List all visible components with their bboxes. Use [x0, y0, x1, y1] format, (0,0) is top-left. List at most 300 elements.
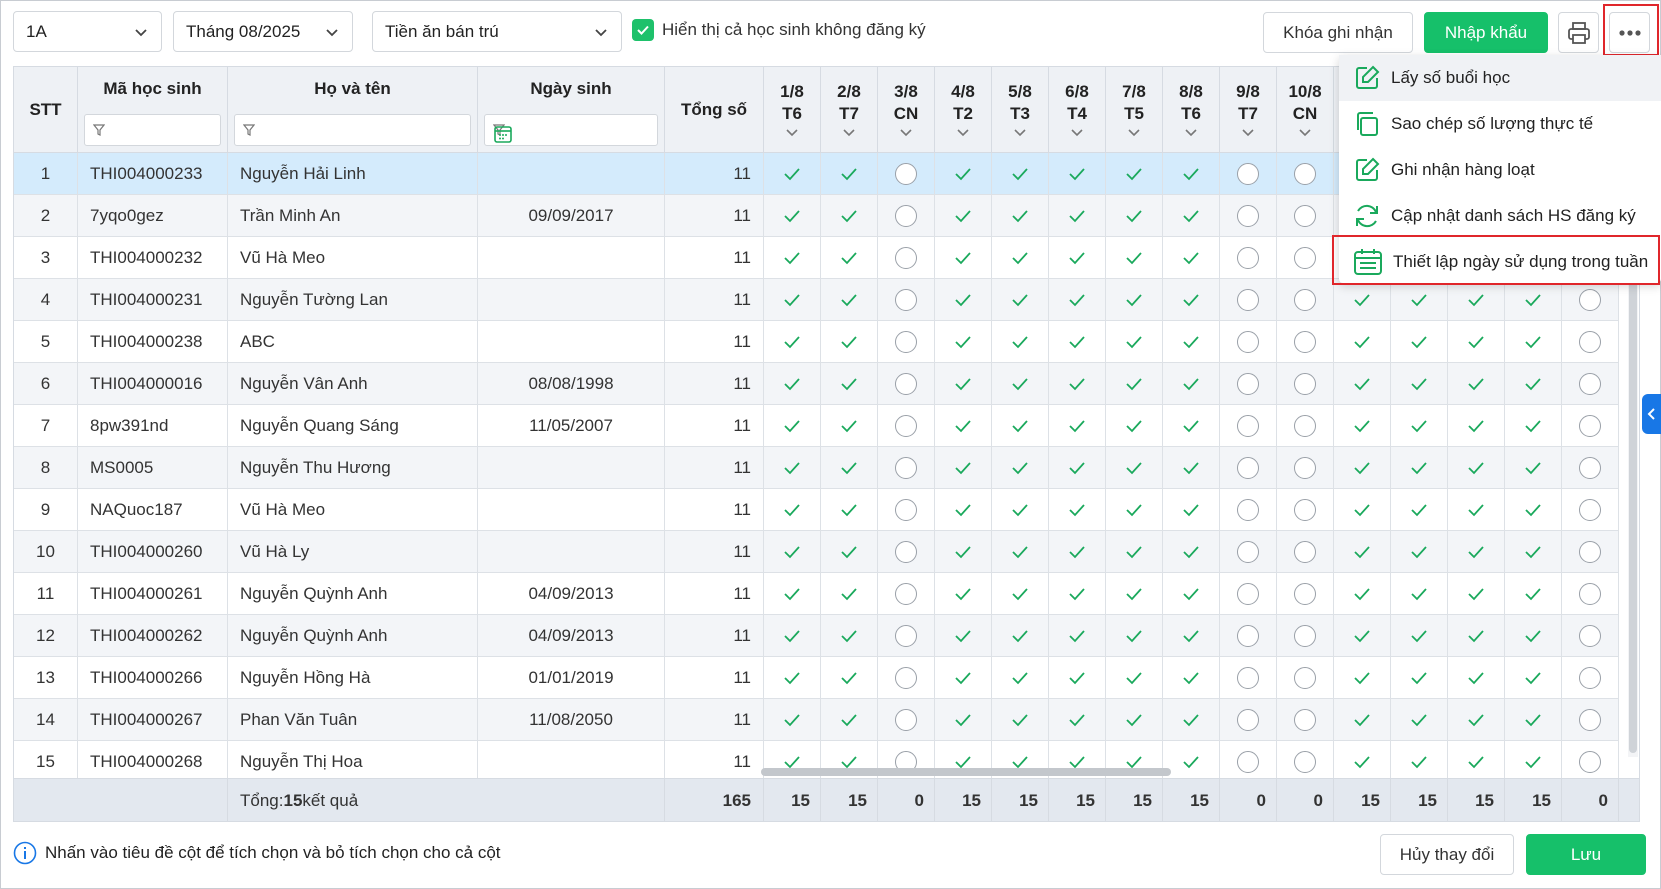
lock-button[interactable]: Khóa ghi nhận [1263, 12, 1413, 53]
attendance-check[interactable] [764, 531, 821, 572]
attendance-check[interactable] [992, 489, 1049, 530]
attendance-empty[interactable] [878, 237, 935, 278]
col-header-dob[interactable]: Ngày sinh [478, 67, 665, 153]
attendance-check[interactable] [1049, 321, 1106, 362]
attendance-check[interactable] [935, 195, 992, 236]
attendance-empty[interactable] [1562, 279, 1619, 320]
attendance-empty[interactable] [1220, 657, 1277, 698]
attendance-check[interactable] [1505, 699, 1562, 740]
day-weekday: T2 [953, 104, 973, 123]
attendance-check[interactable] [1163, 321, 1220, 362]
circle-icon [895, 247, 917, 269]
menu-item-get-sessions[interactable]: Lấy số buổi học [1339, 55, 1661, 101]
attendance-empty[interactable] [1277, 657, 1334, 698]
class-select[interactable] [13, 11, 162, 52]
attendance-check[interactable] [1049, 489, 1106, 530]
circle-icon [1237, 373, 1259, 395]
name-filter-input[interactable] [234, 114, 471, 146]
show-unregistered-option[interactable] [632, 19, 926, 41]
attendance-check[interactable] [1448, 657, 1505, 698]
cell-name: Nguyễn Quỳnh Anh [228, 573, 478, 614]
col-header-code[interactable]: Mã học sinh [78, 67, 228, 153]
attendance-check[interactable] [1163, 405, 1220, 446]
attendance-check[interactable] [764, 573, 821, 614]
col-header-total[interactable]: Tổng số [665, 67, 764, 153]
attendance-empty[interactable] [878, 447, 935, 488]
attendance-empty[interactable] [1277, 447, 1334, 488]
check-icon [1182, 545, 1200, 559]
attendance-check[interactable] [1049, 531, 1106, 572]
cell-name: Trần Minh An [228, 195, 478, 236]
attendance-check[interactable] [1391, 279, 1448, 320]
table-row[interactable] [14, 615, 1619, 657]
check-icon [1182, 293, 1200, 307]
attendance-check[interactable] [1163, 699, 1220, 740]
attendance-check[interactable] [1106, 489, 1163, 530]
attendance-check[interactable] [992, 321, 1049, 362]
attendance-empty[interactable] [1220, 573, 1277, 614]
attendance-check[interactable] [764, 321, 821, 362]
attendance-check[interactable] [935, 237, 992, 278]
attendance-check[interactable] [764, 195, 821, 236]
attendance-check[interactable] [1505, 447, 1562, 488]
attendance-check[interactable] [992, 699, 1049, 740]
table-row[interactable] [14, 279, 1619, 321]
table-row[interactable] [14, 489, 1619, 531]
attendance-empty[interactable] [1220, 279, 1277, 320]
attendance-check[interactable] [1391, 699, 1448, 740]
attendance-check[interactable] [1448, 699, 1505, 740]
attendance-check[interactable] [1391, 615, 1448, 656]
attendance-check[interactable] [821, 321, 878, 362]
attendance-empty[interactable] [1562, 405, 1619, 446]
attendance-empty[interactable] [1220, 447, 1277, 488]
cell-code: THI004000233 [78, 153, 228, 194]
calendar-icon[interactable] [493, 124, 513, 144]
attendance-check[interactable] [1106, 363, 1163, 404]
check-icon [1068, 503, 1086, 517]
attendance-empty[interactable] [1220, 363, 1277, 404]
attendance-check[interactable] [1106, 195, 1163, 236]
attendance-check[interactable] [935, 405, 992, 446]
attendance-check[interactable] [992, 615, 1049, 656]
circle-icon [1579, 499, 1601, 521]
attendance-empty[interactable] [1562, 447, 1619, 488]
show-unregistered-checkbox[interactable] [632, 19, 654, 41]
table-row[interactable] [14, 531, 1619, 573]
attendance-check[interactable] [764, 363, 821, 404]
attendance-check[interactable] [1334, 657, 1391, 698]
attendance-check[interactable] [1163, 573, 1220, 614]
attendance-check[interactable] [1106, 615, 1163, 656]
attendance-check[interactable] [1106, 573, 1163, 614]
attendance-check[interactable] [1163, 195, 1220, 236]
check-icon [783, 335, 801, 349]
attendance-check[interactable] [1334, 615, 1391, 656]
attendance-check[interactable] [1163, 615, 1220, 656]
attendance-check[interactable] [1106, 699, 1163, 740]
day-header[interactable] [764, 67, 821, 153]
chevron-down-icon [1070, 128, 1084, 138]
attendance-empty[interactable] [1562, 321, 1619, 362]
cell-dob [478, 531, 665, 572]
circle-icon [1294, 751, 1316, 773]
attendance-empty[interactable] [1562, 741, 1619, 782]
attendance-check[interactable] [1049, 279, 1106, 320]
attendance-empty[interactable] [1220, 321, 1277, 362]
check-icon [954, 461, 972, 475]
attendance-empty[interactable] [1277, 321, 1334, 362]
attendance-check[interactable] [1334, 699, 1391, 740]
check-icon [1524, 377, 1542, 391]
attendance-check[interactable] [1391, 531, 1448, 572]
attendance-check[interactable] [1448, 615, 1505, 656]
attendance-empty[interactable] [1220, 699, 1277, 740]
code-filter-input[interactable] [84, 114, 221, 146]
attendance-check[interactable] [1163, 741, 1220, 782]
check-icon [1410, 335, 1428, 349]
col-header-name[interactable]: Họ và tên [228, 67, 478, 153]
check-icon [1467, 713, 1485, 727]
class-select-value: 1A [26, 21, 47, 41]
attendance-check[interactable] [1505, 321, 1562, 362]
day-date: 2/8 [837, 82, 861, 101]
menu-item-copy-actual[interactable]: Sao chép số lượng thực tế [1339, 101, 1661, 147]
attendance-empty[interactable] [878, 321, 935, 362]
attendance-check[interactable] [1163, 237, 1220, 278]
attendance-check[interactable] [1334, 447, 1391, 488]
attendance-check[interactable] [764, 699, 821, 740]
attendance-empty[interactable] [1562, 699, 1619, 740]
attendance-check[interactable] [1163, 279, 1220, 320]
attendance-empty[interactable] [1220, 195, 1277, 236]
attendance-check[interactable] [1334, 741, 1391, 782]
attendance-check[interactable] [1106, 405, 1163, 446]
attendance-check[interactable] [1049, 447, 1106, 488]
attendance-check[interactable] [764, 153, 821, 194]
attendance-empty[interactable] [1277, 195, 1334, 236]
attendance-check[interactable] [1334, 321, 1391, 362]
attendance-check[interactable] [1049, 153, 1106, 194]
attendance-check[interactable] [764, 489, 821, 530]
attendance-check[interactable] [1505, 573, 1562, 614]
attendance-empty[interactable] [1220, 153, 1277, 194]
attendance-check[interactable] [1448, 363, 1505, 404]
day-header[interactable] [1220, 67, 1277, 153]
check-icon [1125, 419, 1143, 433]
attendance-check[interactable] [935, 363, 992, 404]
attendance-check[interactable] [935, 531, 992, 572]
attendance-check[interactable] [764, 615, 821, 656]
table-row[interactable] [14, 699, 1619, 741]
attendance-empty[interactable] [878, 657, 935, 698]
cell-code: THI004000232 [78, 237, 228, 278]
attendance-check[interactable] [935, 153, 992, 194]
attendance-check[interactable] [1391, 447, 1448, 488]
attendance-check[interactable] [1505, 531, 1562, 572]
attendance-check[interactable] [1448, 279, 1505, 320]
attendance-check[interactable] [1334, 531, 1391, 572]
attendance-check[interactable] [1106, 531, 1163, 572]
attendance-check[interactable] [821, 447, 878, 488]
attendance-check[interactable] [821, 573, 878, 614]
attendance-check[interactable] [992, 363, 1049, 404]
day-header[interactable] [1049, 67, 1106, 153]
attendance-empty[interactable] [1277, 531, 1334, 572]
table-row[interactable] [14, 657, 1619, 699]
day-header[interactable] [992, 67, 1049, 153]
attendance-check[interactable] [1505, 741, 1562, 782]
check-icon [954, 293, 972, 307]
attendance-check[interactable] [992, 195, 1049, 236]
attendance-check[interactable] [821, 363, 878, 404]
attendance-check[interactable] [1049, 405, 1106, 446]
attendance-empty[interactable] [878, 615, 935, 656]
attendance-check[interactable] [935, 321, 992, 362]
attendance-check[interactable] [1505, 615, 1562, 656]
attendance-empty[interactable] [1277, 363, 1334, 404]
attendance-check[interactable] [935, 447, 992, 488]
attendance-empty[interactable] [1220, 237, 1277, 278]
attendance-check[interactable] [764, 657, 821, 698]
attendance-check[interactable] [821, 657, 878, 698]
attendance-check[interactable] [1391, 573, 1448, 614]
attendance-empty[interactable] [1277, 237, 1334, 278]
attendance-empty[interactable] [1562, 615, 1619, 656]
cancel-changes-button[interactable]: Hủy thay đổi [1380, 834, 1514, 875]
attendance-empty[interactable] [878, 699, 935, 740]
check-icon [1410, 545, 1428, 559]
attendance-check[interactable] [1163, 657, 1220, 698]
attendance-check[interactable] [1049, 615, 1106, 656]
day-header[interactable] [878, 67, 935, 153]
attendance-empty[interactable] [878, 195, 935, 236]
menu-item-weekly-usage-setup[interactable]: Thiết lập ngày sử dụng trong tuần [1339, 239, 1661, 285]
attendance-check[interactable] [1106, 447, 1163, 488]
attendance-check[interactable] [992, 237, 1049, 278]
horizontal-scrollbar[interactable] [761, 768, 1171, 776]
attendance-check[interactable] [1334, 405, 1391, 446]
attendance-empty[interactable] [1220, 489, 1277, 530]
attendance-check[interactable] [935, 657, 992, 698]
attendance-check[interactable] [1049, 195, 1106, 236]
day-header[interactable] [1163, 67, 1220, 153]
check-icon [1410, 629, 1428, 643]
check-icon [1068, 545, 1086, 559]
attendance-check[interactable] [992, 657, 1049, 698]
check-icon [783, 713, 801, 727]
attendance-check[interactable] [935, 573, 992, 614]
attendance-check[interactable] [935, 699, 992, 740]
day-header[interactable] [935, 67, 992, 153]
attendance-empty[interactable] [1562, 363, 1619, 404]
attendance-empty[interactable] [1220, 741, 1277, 782]
attendance-empty[interactable] [1277, 279, 1334, 320]
check-icon [1125, 461, 1143, 475]
cell-total: 11 [665, 363, 764, 404]
attendance-check[interactable] [1049, 363, 1106, 404]
attendance-check[interactable] [821, 279, 878, 320]
attendance-empty[interactable] [1562, 489, 1619, 530]
attendance-check[interactable] [821, 699, 878, 740]
attendance-check[interactable] [1505, 279, 1562, 320]
attendance-check[interactable] [1505, 363, 1562, 404]
circle-icon [895, 709, 917, 731]
attendance-check[interactable] [1448, 741, 1505, 782]
attendance-check[interactable] [1106, 153, 1163, 194]
attendance-empty[interactable] [1220, 531, 1277, 572]
attendance-check[interactable] [1334, 573, 1391, 614]
attendance-check[interactable] [764, 237, 821, 278]
attendance-check[interactable] [1334, 363, 1391, 404]
table-row[interactable] [14, 363, 1619, 405]
attendance-check[interactable] [821, 153, 878, 194]
day-header[interactable] [1106, 67, 1163, 153]
attendance-check[interactable] [821, 237, 878, 278]
attendance-check[interactable] [1391, 489, 1448, 530]
day-header[interactable] [821, 67, 878, 153]
attendance-check[interactable] [1106, 321, 1163, 362]
attendance-check[interactable] [1049, 573, 1106, 614]
attendance-empty[interactable] [1277, 699, 1334, 740]
circle-icon [895, 163, 917, 185]
attendance-check[interactable] [1391, 363, 1448, 404]
attendance-check[interactable] [1505, 405, 1562, 446]
menu-item-update-registrations[interactable]: Cập nhật danh sách HS đăng ký [1339, 193, 1661, 239]
attendance-empty[interactable] [878, 279, 935, 320]
check-icon [1410, 587, 1428, 601]
attendance-check[interactable] [1334, 279, 1391, 320]
attendance-check[interactable] [1448, 321, 1505, 362]
attendance-check[interactable] [992, 153, 1049, 194]
attendance-check[interactable] [1334, 489, 1391, 530]
attendance-empty[interactable] [1277, 573, 1334, 614]
attendance-check[interactable] [821, 531, 878, 572]
attendance-check[interactable] [935, 279, 992, 320]
attendance-check[interactable] [935, 489, 992, 530]
month-select[interactable] [173, 11, 353, 52]
table-row[interactable] [14, 447, 1619, 489]
day-weekday: T3 [1010, 104, 1030, 123]
attendance-empty[interactable] [878, 363, 935, 404]
attendance-empty[interactable] [1220, 615, 1277, 656]
attendance-check[interactable] [1163, 363, 1220, 404]
col-header-stt[interactable]: STT [14, 67, 78, 153]
attendance-check[interactable] [764, 447, 821, 488]
filter-icon [93, 124, 105, 136]
day-header[interactable] [1277, 67, 1334, 153]
print-button[interactable] [1558, 12, 1599, 53]
attendance-check[interactable] [821, 405, 878, 446]
check-icon [1410, 293, 1428, 307]
attendance-check[interactable] [1391, 405, 1448, 446]
attendance-empty[interactable] [1562, 573, 1619, 614]
attendance-check[interactable] [821, 195, 878, 236]
attendance-check[interactable] [1448, 405, 1505, 446]
check-icon [1068, 167, 1086, 181]
attendance-empty[interactable] [1277, 153, 1334, 194]
attendance-empty[interactable] [1277, 405, 1334, 446]
attendance-check[interactable] [992, 405, 1049, 446]
attendance-check[interactable] [992, 447, 1049, 488]
cell-stt: 10 [14, 531, 78, 572]
check-icon [636, 23, 650, 37]
attendance-empty[interactable] [878, 153, 935, 194]
dob-filter-input[interactable] [484, 114, 658, 146]
attendance-check[interactable] [1391, 321, 1448, 362]
day-total: 15 [1163, 779, 1220, 822]
attendance-check[interactable] [1049, 657, 1106, 698]
attendance-check[interactable] [764, 279, 821, 320]
check-icon [1182, 167, 1200, 181]
cell-stt: 15 [14, 741, 78, 782]
attendance-check[interactable] [1391, 657, 1448, 698]
attendance-empty[interactable] [1562, 657, 1619, 698]
table-row[interactable] [14, 405, 1619, 447]
attendance-empty[interactable] [1277, 489, 1334, 530]
side-panel-toggle[interactable] [1642, 394, 1661, 434]
check-icon [1467, 377, 1485, 391]
attendance-check[interactable] [1163, 489, 1220, 530]
attendance-check[interactable] [1049, 699, 1106, 740]
check-icon [1125, 377, 1143, 391]
attendance-empty[interactable] [878, 531, 935, 572]
attendance-check[interactable] [1505, 657, 1562, 698]
circle-icon [1237, 331, 1259, 353]
menu-item-bulk-record[interactable]: Ghi nhận hàng loạt [1339, 147, 1661, 193]
check-icon [954, 209, 972, 223]
table-row[interactable] [14, 321, 1619, 363]
attendance-check[interactable] [1163, 447, 1220, 488]
attendance-check[interactable] [764, 405, 821, 446]
table-row[interactable] [14, 741, 1619, 783]
attendance-empty[interactable] [1220, 405, 1277, 446]
attendance-empty[interactable] [1562, 531, 1619, 572]
attendance-check[interactable] [1106, 237, 1163, 278]
attendance-check[interactable] [1448, 489, 1505, 530]
check-icon [1353, 335, 1371, 349]
import-button[interactable]: Nhập khẩu [1424, 12, 1548, 53]
attendance-empty[interactable] [1277, 615, 1334, 656]
attendance-check[interactable] [992, 531, 1049, 572]
save-button[interactable]: Lưu [1526, 834, 1646, 875]
attendance-check[interactable] [1049, 237, 1106, 278]
chevron-down-icon [1184, 128, 1198, 138]
attendance-check[interactable] [1448, 447, 1505, 488]
attendance-empty[interactable] [878, 405, 935, 446]
attendance-check[interactable] [1106, 657, 1163, 698]
attendance-check[interactable] [821, 615, 878, 656]
attendance-check[interactable] [992, 573, 1049, 614]
fee-select[interactable] [372, 11, 622, 52]
attendance-check[interactable] [992, 279, 1049, 320]
attendance-check[interactable] [935, 615, 992, 656]
table-row[interactable] [14, 573, 1619, 615]
attendance-check[interactable] [1505, 489, 1562, 530]
attendance-check[interactable] [1163, 531, 1220, 572]
attendance-empty[interactable] [878, 573, 935, 614]
attendance-check[interactable] [1106, 279, 1163, 320]
attendance-check[interactable] [1448, 531, 1505, 572]
attendance-check[interactable] [821, 489, 878, 530]
attendance-check[interactable] [1448, 573, 1505, 614]
attendance-check[interactable] [1163, 153, 1220, 194]
check-icon [954, 629, 972, 643]
check-icon [1182, 755, 1200, 769]
attendance-empty[interactable] [1277, 741, 1334, 782]
attendance-check[interactable] [1391, 741, 1448, 782]
attendance-empty[interactable] [878, 489, 935, 530]
